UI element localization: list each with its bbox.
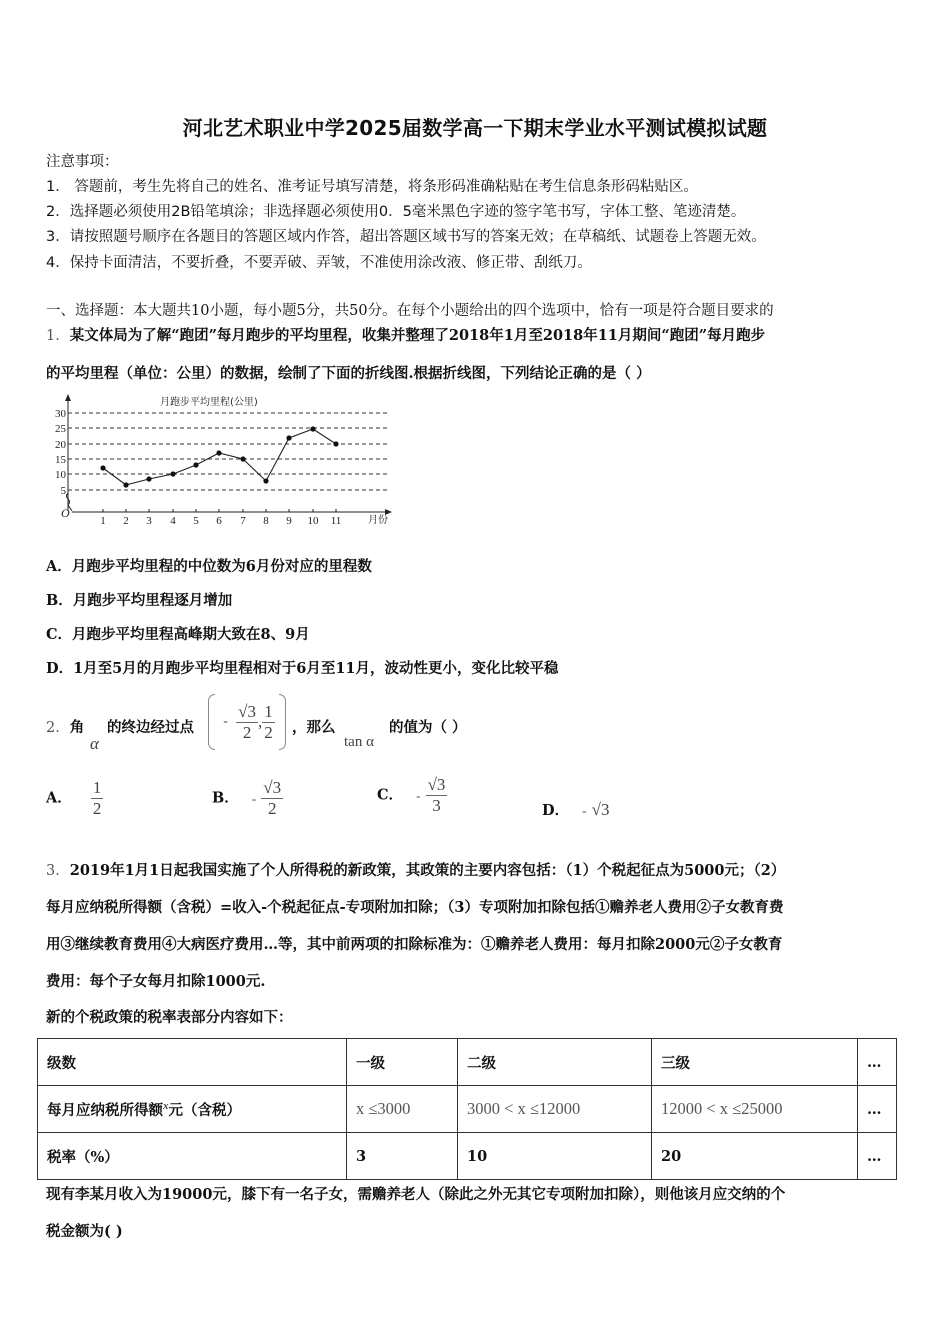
q1-option-b: B．月跑步平均里程逐月增加 <box>46 592 233 609</box>
svg-text:20: 20 <box>55 439 66 451</box>
q2-text-b: 的终边经过点 <box>107 719 194 736</box>
table-row: 每月应纳税所得额$^x$元（含税） x ≤3000 3000 < x ≤12000 12000 < x ≤25000 … <box>38 1086 897 1133</box>
section-heading: 一、选择题：本大题共10小题，每小题5分，共50分。在每个小题给出的四个选项中，恰有一项是符合题目要求的 <box>46 303 774 319</box>
q1-option-d: D．1月至5月的月跑步平均里程相对于6月至11月，波动性更小，变化比较平稳 <box>46 660 559 677</box>
q2-text-d: 的值为（ ） <box>389 719 467 736</box>
table-row: 级数 一级 二级 三级 … <box>38 1039 897 1086</box>
svg-text:9: 9 <box>286 515 292 527</box>
q2-option-b: B． - $\frac{√3}{2}$ <box>212 778 282 818</box>
notice-item-4: 4．保持卡面清洁，不要折叠，不要弄破、弄皱，不准使用涂改液、修正带、刮纸刀。 <box>46 255 592 271</box>
q2-alpha: α <box>90 734 99 753</box>
svg-text:10: 10 <box>55 469 66 481</box>
svg-text:4: 4 <box>170 515 176 527</box>
q2-point: - $\frac{√3}{2}$ , $\frac{1}{2}$ <box>208 694 286 750</box>
q1-number: 1． <box>46 328 70 344</box>
q1-line1 <box>46 326 765 346</box>
q1-option-a: A．月跑步平均里程的中位数为6月份对应的里程数 <box>46 558 372 575</box>
notice-item-2: 2．选择题必须使用2B铅笔填涂；非选择题必须使用0．5毫米黑色字迹的签字笔书写，字体工整、笔迹清楚。 <box>46 204 746 220</box>
q2-option-c: C． - $\frac{√3}{3}$ <box>377 775 446 815</box>
svg-text:25: 25 <box>55 423 66 435</box>
svg-text:5: 5 <box>60 485 66 497</box>
q2-prefix <box>46 718 84 738</box>
svg-text:10: 10 <box>307 515 319 527</box>
q2-text-c: ，那么 <box>292 719 336 736</box>
q1-text-2: 的平均里程（单位：公里）的数据，绘制了下面的折线图.根据折线图，下列结论正确的是（ ） <box>46 365 651 382</box>
point-x-fraction: $\frac{√3}{2}$ <box>238 701 257 742</box>
svg-text:5: 5 <box>193 515 199 527</box>
svg-text:1: 1 <box>100 515 106 527</box>
svg-text:6: 6 <box>216 515 222 527</box>
q3-after-2: 税金额为( ) <box>46 1223 123 1240</box>
svg-text:2: 2 <box>123 515 129 527</box>
svg-text:3: 3 <box>146 515 152 527</box>
left-paren <box>208 694 215 750</box>
table-row: 税率（%） 3 10 20 … <box>38 1133 897 1180</box>
right-paren <box>279 694 286 750</box>
q2-tan-alpha: tan α <box>344 734 374 750</box>
q3-line1: 3．2019年1月1日起我国实施了个人所得税的新政策，其政策的主要内容包括：（1）个税起征点为5000元；（2） <box>46 862 786 879</box>
q3-line5: 新的个税政策的税率表部分内容如下： <box>46 1009 293 1026</box>
q2-text-a: 角 <box>69 719 85 736</box>
line-chart <box>55 393 400 528</box>
notice-heading: 注意事项： <box>46 154 119 170</box>
svg-text:11: 11 <box>330 515 342 527</box>
q3-line3: 用③继续教育费用④大病医疗费用…等，其中前两项的扣除标准为：①赡养老人费用：每月扣除2000元②子女教育 <box>46 936 783 953</box>
svg-text:7: 7 <box>240 515 246 527</box>
svg-text:O: O <box>61 506 70 520</box>
svg-text:月份: 月份 <box>368 515 388 526</box>
svg-text:30: 30 <box>55 408 66 420</box>
q2-number: 2． <box>46 720 70 736</box>
page-title: 河北艺术职业中学2025届数学高一下期末学业水平测试模拟试题 <box>182 116 768 140</box>
q1-option-c: C．月跑步平均里程高峰期大致在8、9月 <box>46 626 310 643</box>
q3-line2: 每月应纳税所得额（含税）=收入-个税起征点-专项附加扣除；（3）专项附加扣除包括①赡养老人费用②子女教育费 <box>46 899 784 916</box>
tax-rate-table <box>37 1038 897 1180</box>
q3-line4: 费用：每个子女每月扣除1000元. <box>46 973 266 990</box>
q3-number: 3． <box>46 863 70 879</box>
notice-item-3: 3．请按照题号顺序在各题目的答题区域内作答，超出答题区域书写的答案无效；在草稿纸、试题卷上答题无效。 <box>46 229 766 245</box>
notice-item-1: 1． 答题前，考生先将自己的姓名、准考证号填写清楚，将条形码准确粘贴在考生信息条形码粘贴区。 <box>46 179 698 195</box>
q1-text-1: 某文体局为了解“跑团”每月跑步的平均里程，收集并整理了2018年1月至2018年11月期间“跑团”每月跑步 <box>69 327 766 344</box>
q2-option-a: A． $\frac{1}{2}$ <box>46 778 102 818</box>
svg-text:月跑步平均里程(公里): 月跑步平均里程(公里) <box>160 397 258 408</box>
svg-text:15: 15 <box>55 454 66 466</box>
q3-after-1: 现有李某月收入为19000元，膝下有一名子女，需赡养老人（除此之外无其它专项附加扣除），则他该月应交纳的个 <box>46 1186 786 1203</box>
point-y-fraction: $\frac{1}{2}$ <box>264 701 273 742</box>
svg-text:8: 8 <box>263 515 269 527</box>
q2-option-d: D． - √3 <box>542 800 610 819</box>
chart-svg <box>55 393 400 528</box>
